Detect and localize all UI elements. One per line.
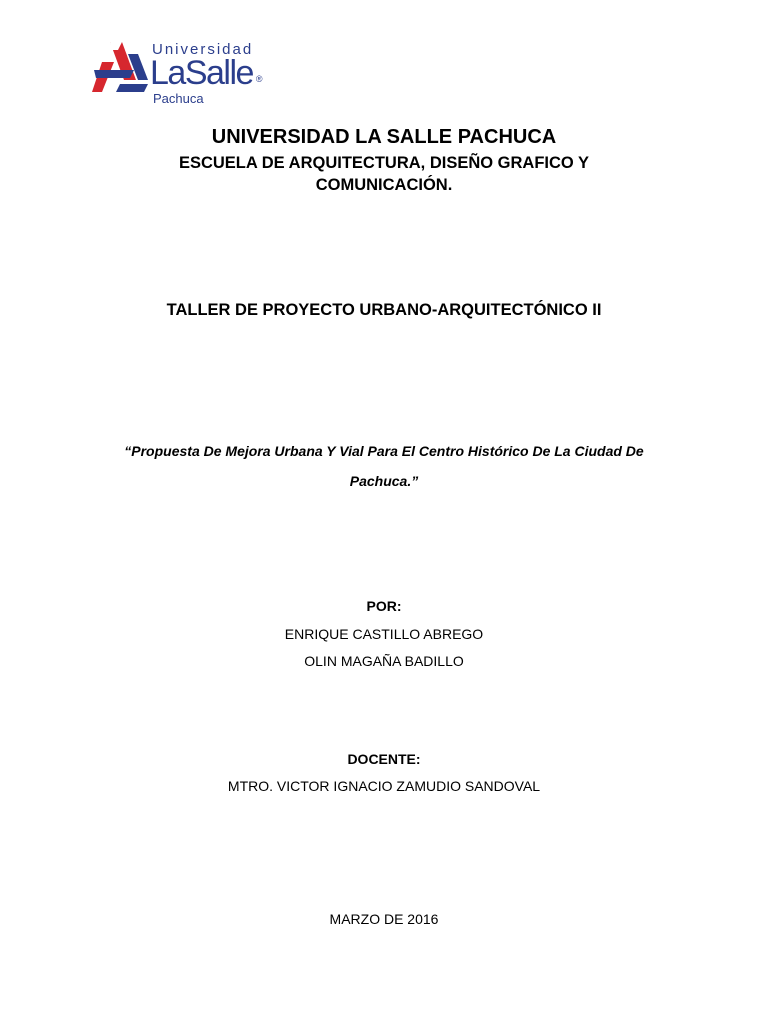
logo-campus-text: Pachuca (153, 91, 204, 106)
teacher-name: MTRO. VICTOR IGNACIO ZAMUDIO SANDOVAL (227, 778, 541, 794)
author-name: ENRIQUE CASTILLO ABREGO (284, 626, 484, 642)
logo-universidad-text: Universidad (152, 41, 254, 58)
registered-mark: ® (255, 74, 263, 84)
document-date: MARZO DE 2016 (329, 911, 439, 927)
emblem-blue-bar (94, 70, 134, 78)
authors-label: POR: (366, 598, 402, 614)
teacher-label: DOCENTE: (347, 751, 421, 767)
author-name: OLIN MAGAÑA BADILLO (304, 653, 464, 669)
emblem-blue-base (116, 84, 148, 92)
school-name: ESCUELA DE ARQUITECTURA, DISEÑO GRAFICO Y COMUNICACIÓN. (178, 154, 590, 194)
course-title: TALLER DE PROYECTO URBANO-ARQUITECTÓNICO II (166, 301, 602, 319)
project-title: “Propuesta De Mejora Urbana Y Vial Para El Centro Histórico De La Ciudad De Pachuca.” (124, 443, 644, 489)
university-name: UNIVERSIDAD LA SALLE PACHUCA (211, 126, 557, 148)
lasalle-star-icon (92, 40, 150, 100)
logo-brand-name: LaSalle (150, 54, 253, 92)
university-logo (92, 40, 282, 108)
